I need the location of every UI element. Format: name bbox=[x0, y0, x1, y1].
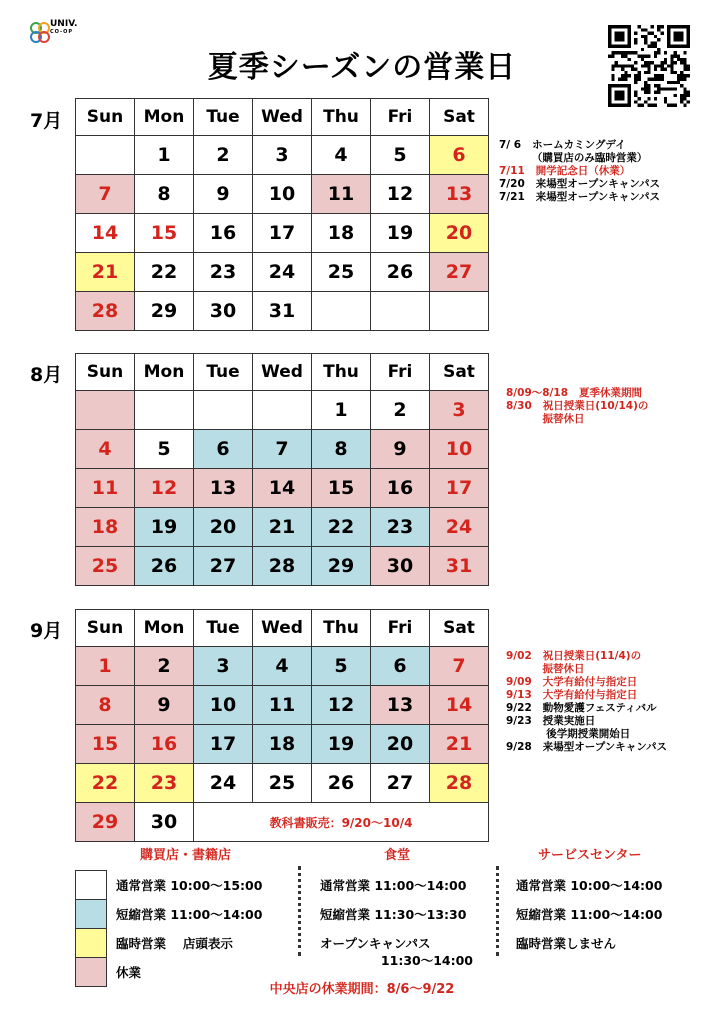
event-line: 7/ 6 ホームカミングデイ bbox=[499, 139, 626, 151]
day-cell: 23 bbox=[135, 764, 194, 803]
day-cell: 29 bbox=[76, 803, 135, 842]
calendar-week bbox=[76, 508, 489, 547]
day-cell: 1 bbox=[312, 391, 371, 430]
legend-shop-title: 購買店・書籍店 bbox=[140, 848, 232, 863]
legend-service-normal: 通常営業 10:00～14:00 bbox=[516, 878, 663, 893]
weekday-header: Wed bbox=[253, 99, 312, 136]
calendar-week bbox=[76, 391, 489, 430]
day-cell bbox=[76, 391, 135, 430]
month-label-august: 8月 bbox=[30, 364, 63, 386]
calendar-week bbox=[76, 292, 489, 331]
day-cell bbox=[194, 391, 253, 430]
calendar-july bbox=[75, 98, 489, 331]
calendar-september bbox=[75, 609, 489, 842]
events-september bbox=[506, 650, 667, 754]
weekday-header: Sun bbox=[76, 99, 135, 136]
event-line: 9/13 大学有給付与指定日 bbox=[506, 689, 638, 701]
day-cell: 25 bbox=[312, 253, 371, 292]
day-cell: 31 bbox=[430, 547, 489, 586]
day-cell: 24 bbox=[430, 508, 489, 547]
weekday-header: Fri bbox=[371, 610, 430, 647]
day-cell: 25 bbox=[76, 547, 135, 586]
day-cell: 9 bbox=[135, 686, 194, 725]
day-cell: 24 bbox=[253, 253, 312, 292]
divider bbox=[298, 866, 301, 956]
calendar-week bbox=[76, 214, 489, 253]
day-cell: 19 bbox=[312, 725, 371, 764]
legend-cafeteria-normal: 通常営業 11:00～14:00 bbox=[320, 878, 467, 893]
day-cell: 3 bbox=[253, 136, 312, 175]
day-cell: 14 bbox=[253, 469, 312, 508]
day-cell: 16 bbox=[135, 725, 194, 764]
legend-service-title: サービスセンター bbox=[538, 848, 642, 863]
day-cell: 31 bbox=[253, 292, 312, 331]
day-cell: 2 bbox=[371, 391, 430, 430]
day-cell bbox=[430, 292, 489, 331]
day-cell bbox=[371, 292, 430, 331]
day-cell: 11 bbox=[312, 175, 371, 214]
calendar-week bbox=[76, 686, 489, 725]
day-cell: 5 bbox=[135, 430, 194, 469]
event-line: 振替休日 bbox=[506, 413, 585, 425]
weekday-header: Fri bbox=[371, 354, 430, 391]
event-line: 9/23 授業実施日 bbox=[506, 715, 596, 727]
day-cell: 26 bbox=[312, 764, 371, 803]
weekday-header: Wed bbox=[253, 354, 312, 391]
day-cell: 6 bbox=[194, 430, 253, 469]
weekday-header: Fri bbox=[371, 99, 430, 136]
event-line: 7/11 開学記念日（休業） bbox=[499, 165, 631, 177]
day-cell: 6 bbox=[430, 136, 489, 175]
day-cell: 30 bbox=[135, 803, 194, 842]
weekday-header: Thu bbox=[312, 99, 371, 136]
event-line: 7/20 来場型オープンキャンパス bbox=[499, 178, 661, 190]
weekday-header: Thu bbox=[312, 610, 371, 647]
day-cell: 3 bbox=[194, 647, 253, 686]
swatch-temporary bbox=[75, 928, 107, 958]
day-cell: 3 bbox=[430, 391, 489, 430]
day-cell: 15 bbox=[135, 214, 194, 253]
weekday-header: Mon bbox=[135, 354, 194, 391]
event-line: 7/21 来場型オープンキャンパス bbox=[499, 191, 661, 203]
day-cell bbox=[135, 391, 194, 430]
day-cell: 28 bbox=[253, 547, 312, 586]
day-cell: 2 bbox=[135, 647, 194, 686]
day-cell: 6 bbox=[371, 647, 430, 686]
calendar-week bbox=[76, 469, 489, 508]
day-cell: 25 bbox=[253, 764, 312, 803]
day-cell: 27 bbox=[194, 547, 253, 586]
weekday-header: Tue bbox=[194, 99, 253, 136]
weekday-header: Sat bbox=[430, 610, 489, 647]
event-line: （購買店のみ臨時営業） bbox=[499, 152, 648, 164]
day-cell bbox=[253, 391, 312, 430]
legend-shop-closed: 休業 bbox=[116, 965, 142, 980]
event-line: 振替休日 bbox=[506, 663, 585, 675]
legend-service-temporary: 臨時営業しません bbox=[516, 936, 617, 951]
event-line: 9/22 動物愛護フェスティバル bbox=[506, 702, 657, 714]
day-cell: 30 bbox=[371, 547, 430, 586]
weekday-header: Sat bbox=[430, 354, 489, 391]
day-cell: 13 bbox=[371, 686, 430, 725]
day-cell: 29 bbox=[312, 547, 371, 586]
weekday-header: Tue bbox=[194, 354, 253, 391]
logo-text: UNIV. CO-OP bbox=[50, 19, 78, 35]
day-cell: 8 bbox=[135, 175, 194, 214]
calendar-week bbox=[76, 430, 489, 469]
day-cell: 20 bbox=[194, 508, 253, 547]
day-cell: 21 bbox=[253, 508, 312, 547]
day-cell: 10 bbox=[194, 686, 253, 725]
calendar-week bbox=[76, 803, 489, 842]
day-cell: 12 bbox=[371, 175, 430, 214]
day-cell: 15 bbox=[76, 725, 135, 764]
weekday-header: Mon bbox=[135, 99, 194, 136]
day-cell: 28 bbox=[430, 764, 489, 803]
day-cell: 8 bbox=[312, 430, 371, 469]
events-august bbox=[506, 387, 648, 426]
day-cell: 4 bbox=[76, 430, 135, 469]
weekday-header: Thu bbox=[312, 354, 371, 391]
day-cell: 5 bbox=[371, 136, 430, 175]
calendar-week bbox=[76, 647, 489, 686]
day-cell: 17 bbox=[430, 469, 489, 508]
day-cell: 7 bbox=[76, 175, 135, 214]
event-line: 8/09～8/18 夏季休業期間 bbox=[506, 387, 642, 399]
month-label-july: 7月 bbox=[30, 110, 63, 132]
day-cell: 23 bbox=[371, 508, 430, 547]
weekday-header: Sun bbox=[76, 354, 135, 391]
day-cell: 27 bbox=[430, 253, 489, 292]
day-cell: 21 bbox=[76, 253, 135, 292]
day-cell: 10 bbox=[253, 175, 312, 214]
day-cell: 9 bbox=[194, 175, 253, 214]
day-cell: 24 bbox=[194, 764, 253, 803]
day-cell: 19 bbox=[135, 508, 194, 547]
day-cell: 17 bbox=[194, 725, 253, 764]
day-cell: 18 bbox=[76, 508, 135, 547]
legend-cafeteria-title: 食堂 bbox=[384, 848, 411, 863]
day-cell: 21 bbox=[430, 725, 489, 764]
event-line: 8/30 祝日授業日(10/14)の bbox=[506, 400, 649, 412]
weekday-header: Tue bbox=[194, 610, 253, 647]
day-cell: 13 bbox=[194, 469, 253, 508]
day-cell: 5 bbox=[312, 647, 371, 686]
day-cell: 23 bbox=[194, 253, 253, 292]
textbook-sale-note: 教科書販売：9/20～10/4 bbox=[194, 803, 489, 842]
events-july bbox=[499, 139, 660, 204]
calendar-august bbox=[75, 353, 489, 586]
calendar-week bbox=[76, 764, 489, 803]
legend-shop-short: 短縮営業 11:00～14:00 bbox=[116, 907, 263, 922]
day-cell: 18 bbox=[253, 725, 312, 764]
legend-cafeteria-opencampus: オープンキャンパス bbox=[320, 936, 431, 951]
day-cell: 7 bbox=[430, 647, 489, 686]
day-cell: 17 bbox=[253, 214, 312, 253]
day-cell: 26 bbox=[371, 253, 430, 292]
day-cell: 8 bbox=[76, 686, 135, 725]
day-cell: 4 bbox=[253, 647, 312, 686]
day-cell: 1 bbox=[135, 136, 194, 175]
day-cell: 14 bbox=[76, 214, 135, 253]
event-line: 9/28 来場型オープンキャンパス bbox=[506, 741, 668, 753]
day-cell: 11 bbox=[76, 469, 135, 508]
month-label-september: 9月 bbox=[30, 620, 63, 642]
weekday-header: Mon bbox=[135, 610, 194, 647]
day-cell: 2 bbox=[194, 136, 253, 175]
day-cell: 18 bbox=[312, 214, 371, 253]
day-cell: 13 bbox=[430, 175, 489, 214]
day-cell: 20 bbox=[430, 214, 489, 253]
legend-shop-temporary: 臨時営業 店頭表示 bbox=[116, 936, 233, 951]
legend-service-short: 短縮営業 11:00～14:00 bbox=[516, 907, 663, 922]
day-cell bbox=[312, 292, 371, 331]
legend-cafeteria-short: 短縮営業 11:30～13:30 bbox=[320, 907, 467, 922]
day-cell: 16 bbox=[371, 469, 430, 508]
day-cell: 26 bbox=[135, 547, 194, 586]
day-cell: 19 bbox=[371, 214, 430, 253]
calendar-week bbox=[76, 253, 489, 292]
day-cell: 10 bbox=[430, 430, 489, 469]
day-cell: 7 bbox=[253, 430, 312, 469]
day-cell: 12 bbox=[312, 686, 371, 725]
swatch-normal bbox=[75, 870, 107, 900]
swatch-short bbox=[75, 899, 107, 929]
day-cell: 4 bbox=[312, 136, 371, 175]
day-cell: 20 bbox=[371, 725, 430, 764]
day-cell: 22 bbox=[312, 508, 371, 547]
day-cell: 11 bbox=[253, 686, 312, 725]
day-cell: 27 bbox=[371, 764, 430, 803]
weekday-header: Sat bbox=[430, 99, 489, 136]
day-cell: 1 bbox=[76, 647, 135, 686]
calendar-week bbox=[76, 547, 489, 586]
day-cell: 12 bbox=[135, 469, 194, 508]
day-cell: 28 bbox=[76, 292, 135, 331]
closure-period-note: 中央店の休業期間：8/6～9/22 bbox=[269, 982, 455, 997]
page-title: 夏季シーズンの営業日 bbox=[207, 50, 517, 85]
calendar-week bbox=[76, 725, 489, 764]
event-line: 9/02 祝日授業日(11/4)の bbox=[506, 650, 642, 662]
day-cell: 30 bbox=[194, 292, 253, 331]
weekday-header: Wed bbox=[253, 610, 312, 647]
legend-shop-normal: 通常営業 10:00～15:00 bbox=[116, 878, 263, 893]
day-cell: 16 bbox=[194, 214, 253, 253]
day-cell: 15 bbox=[312, 469, 371, 508]
legend-cafeteria-opencampus-hours: 11:30～14:00 bbox=[320, 953, 474, 968]
day-cell bbox=[76, 136, 135, 175]
day-cell: 9 bbox=[371, 430, 430, 469]
day-cell: 22 bbox=[135, 253, 194, 292]
day-cell: 14 bbox=[430, 686, 489, 725]
day-cell: 22 bbox=[76, 764, 135, 803]
event-line: 後学期授業開始日 bbox=[506, 728, 631, 740]
divider bbox=[496, 866, 499, 956]
event-line: 9/09 大学有給付与指定日 bbox=[506, 676, 638, 688]
weekday-header: Sun bbox=[76, 610, 135, 647]
day-cell: 29 bbox=[135, 292, 194, 331]
qr-code bbox=[608, 25, 690, 107]
calendar-week bbox=[76, 175, 489, 214]
calendar-week bbox=[76, 136, 489, 175]
